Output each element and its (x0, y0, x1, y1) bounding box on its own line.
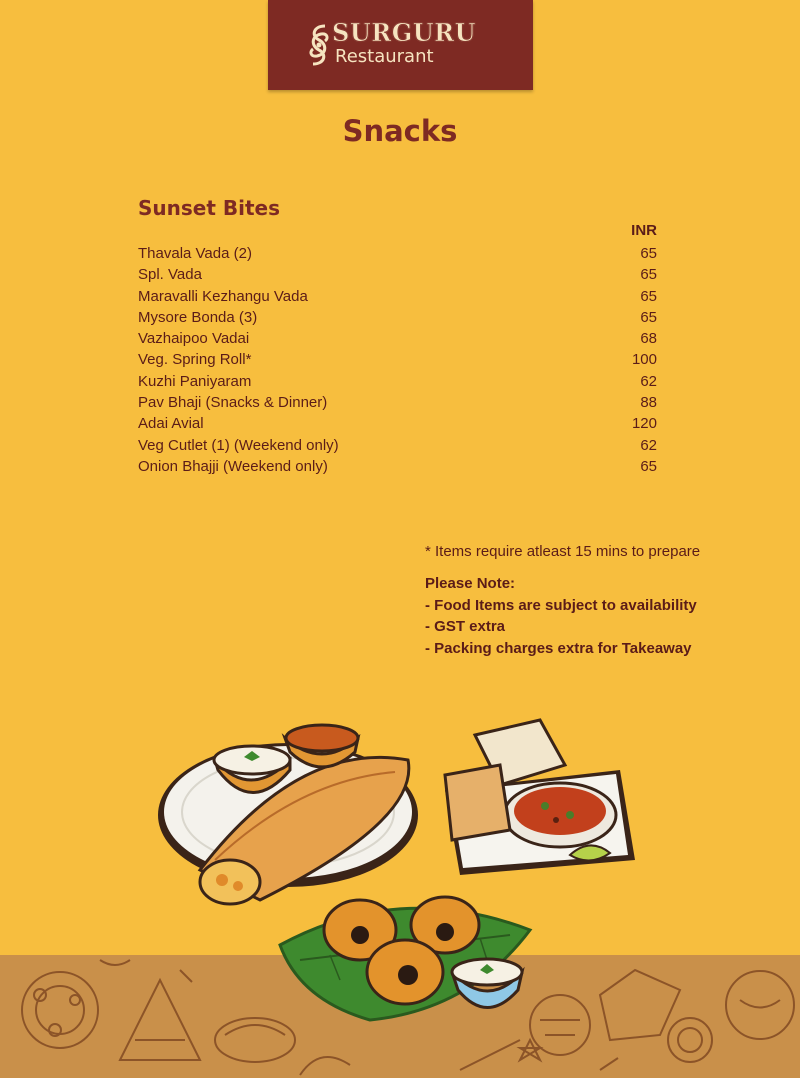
item-price: 88 (640, 394, 657, 412)
item-price: 68 (640, 330, 657, 348)
item-name: Vazhaipoo Vadai (138, 330, 250, 348)
note-line: - Packing charges extra for Takeaway (425, 639, 692, 657)
page-title: Snacks (342, 114, 458, 148)
item-name: Thavala Vada (2) (138, 245, 252, 262)
restaurant-name: SURGURU (332, 18, 477, 47)
menu-list (138, 243, 657, 477)
menu-item (138, 349, 657, 370)
menu-item (138, 392, 657, 413)
currency-label: INR (631, 222, 657, 239)
item-price: 100 (631, 351, 657, 369)
item-price: 65 (640, 287, 657, 305)
notes-block (425, 543, 700, 659)
item-name: Maravalli Kezhangu Vada (138, 287, 308, 305)
menu-item (138, 435, 657, 456)
logo-emblem-icon (305, 22, 333, 68)
asterisk-note: * Items require atleast 15 mins to prepare (425, 543, 701, 560)
menu-item (138, 243, 657, 264)
notes-heading: Please Note: (425, 575, 516, 592)
item-name: Spl. Vada (138, 266, 202, 284)
item-price: 120 (631, 415, 657, 433)
pav-bhaji-icon (445, 720, 635, 875)
item-price: 62 (640, 372, 657, 390)
item-price: 65 (640, 308, 657, 326)
menu-item (138, 413, 657, 434)
menu-item (138, 307, 657, 328)
dosa-plate-icon (158, 725, 418, 904)
menu-item (138, 456, 657, 477)
item-price: 65 (640, 457, 657, 475)
item-name: Onion Bhajji (Weekend only) (138, 457, 328, 475)
note-line: - GST extra (425, 618, 506, 636)
item-name: Mysore Bonda (3) (138, 308, 258, 326)
menu-item (138, 371, 657, 392)
item-price: 62 (640, 436, 657, 454)
item-price: 65 (640, 266, 657, 284)
restaurant-logo (268, 0, 533, 90)
note-line: - Food Items are subject to availability (425, 596, 697, 614)
menu-item (138, 286, 657, 307)
item-name: Adai Avial (138, 415, 204, 433)
section-title: Sunset Bites (138, 196, 281, 220)
menu-item (138, 264, 657, 285)
item-name: Pav Bhaji (Snacks & Dinner) (138, 394, 328, 412)
item-name: Veg. Spring Roll* (138, 351, 252, 369)
menu-item (138, 328, 657, 349)
item-name: Kuzhi Paniyaram (138, 372, 252, 390)
food-illustration (0, 680, 800, 1078)
restaurant-subtitle: Restaurant (335, 46, 434, 67)
item-price: 65 (640, 245, 657, 262)
item-name: Veg Cutlet (1) (Weekend only) (138, 436, 339, 454)
